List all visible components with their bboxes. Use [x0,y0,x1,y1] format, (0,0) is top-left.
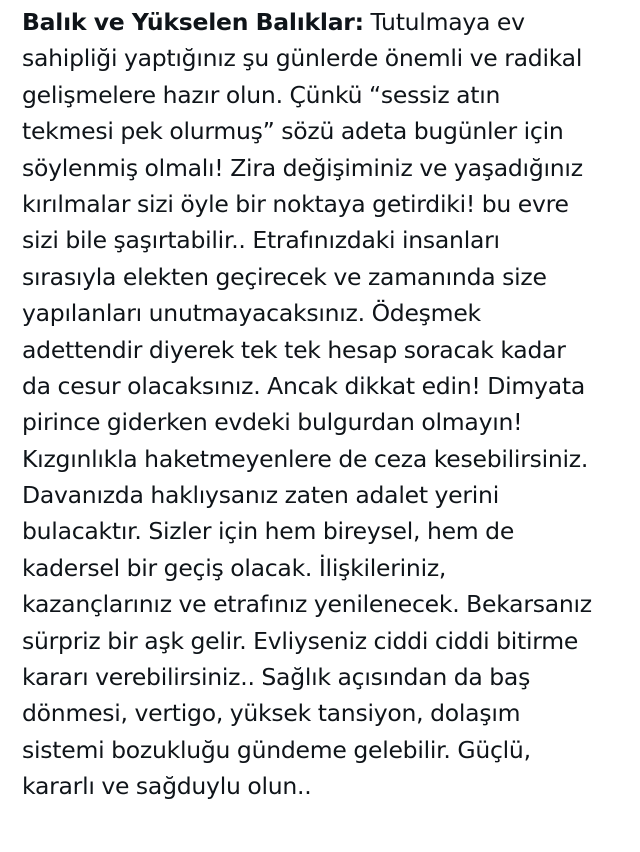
text-line: dönmesi, vertigo, yüksek tansiyon, dolaşım [22,699,521,728]
text-line: adettendir diyerek tek tek hesap soracak kadar [22,335,566,364]
text-line: sistemi bozukluğu gündeme gelebilir. Güçlü, [22,735,531,764]
text-line: tekmesi pek olurmuş” sözü adeta bugünler için [22,117,564,146]
text-line: kırılmalar sizi öyle bir noktaya getirdiki! bu evre [22,189,569,218]
text-line: pirince giderken evdeki bulgurdan olmayın! [22,408,523,437]
text-line: sürpriz bir aşk gelir. Evliyseniz ciddi ciddi bitirme [22,626,579,655]
post-heading: Balık ve Yükselen Balıklar: [22,8,364,36]
text-line-content: Tutulmaya ev [363,8,525,36]
text-line: Davanızda haklıysanız zaten adalet yerini [22,481,499,510]
post-text [22,4,632,805]
text-line: Kızgınlıkla haketmeyenlere de ceza kesebilirsiniz. [22,444,589,473]
text-line: yapılanları unutmayacaksınız. Ödeşmek [22,299,481,328]
text-line: bulacaktır. Sizler için hem bireysel, hem de [22,517,515,546]
text-line: kazançlarınız ve etrafınız yenilenecek. Bekarsanız [22,590,592,619]
text-line: sizi bile şaşırtabilir.. Etrafınızdaki insanları [22,226,500,255]
text-line: kadersel bir geçiş olacak. İlişkileriniz, [22,553,447,582]
text-line: sahipliği yaptığınız şu günlerde önemli ve radikal [22,44,583,73]
text-line: sırasıyla elekten geçirecek ve zamanında size [22,262,547,291]
text-line [22,4,632,40]
text-line: gelişmelere hazır olun. Çünkü “sessiz atın [22,80,501,109]
text-line: da cesur olacaksınız. Ancak dikkat edin! Dimyata [22,371,585,400]
text-line: kararlı ve sağduylu olun.. [22,772,312,801]
text-line: kararı verebilirsiniz.. Sağlık açısından da baş [22,663,531,692]
text-line: söylenmiş olmalı! Zira değişiminiz ve yaşadığınız [22,153,583,182]
